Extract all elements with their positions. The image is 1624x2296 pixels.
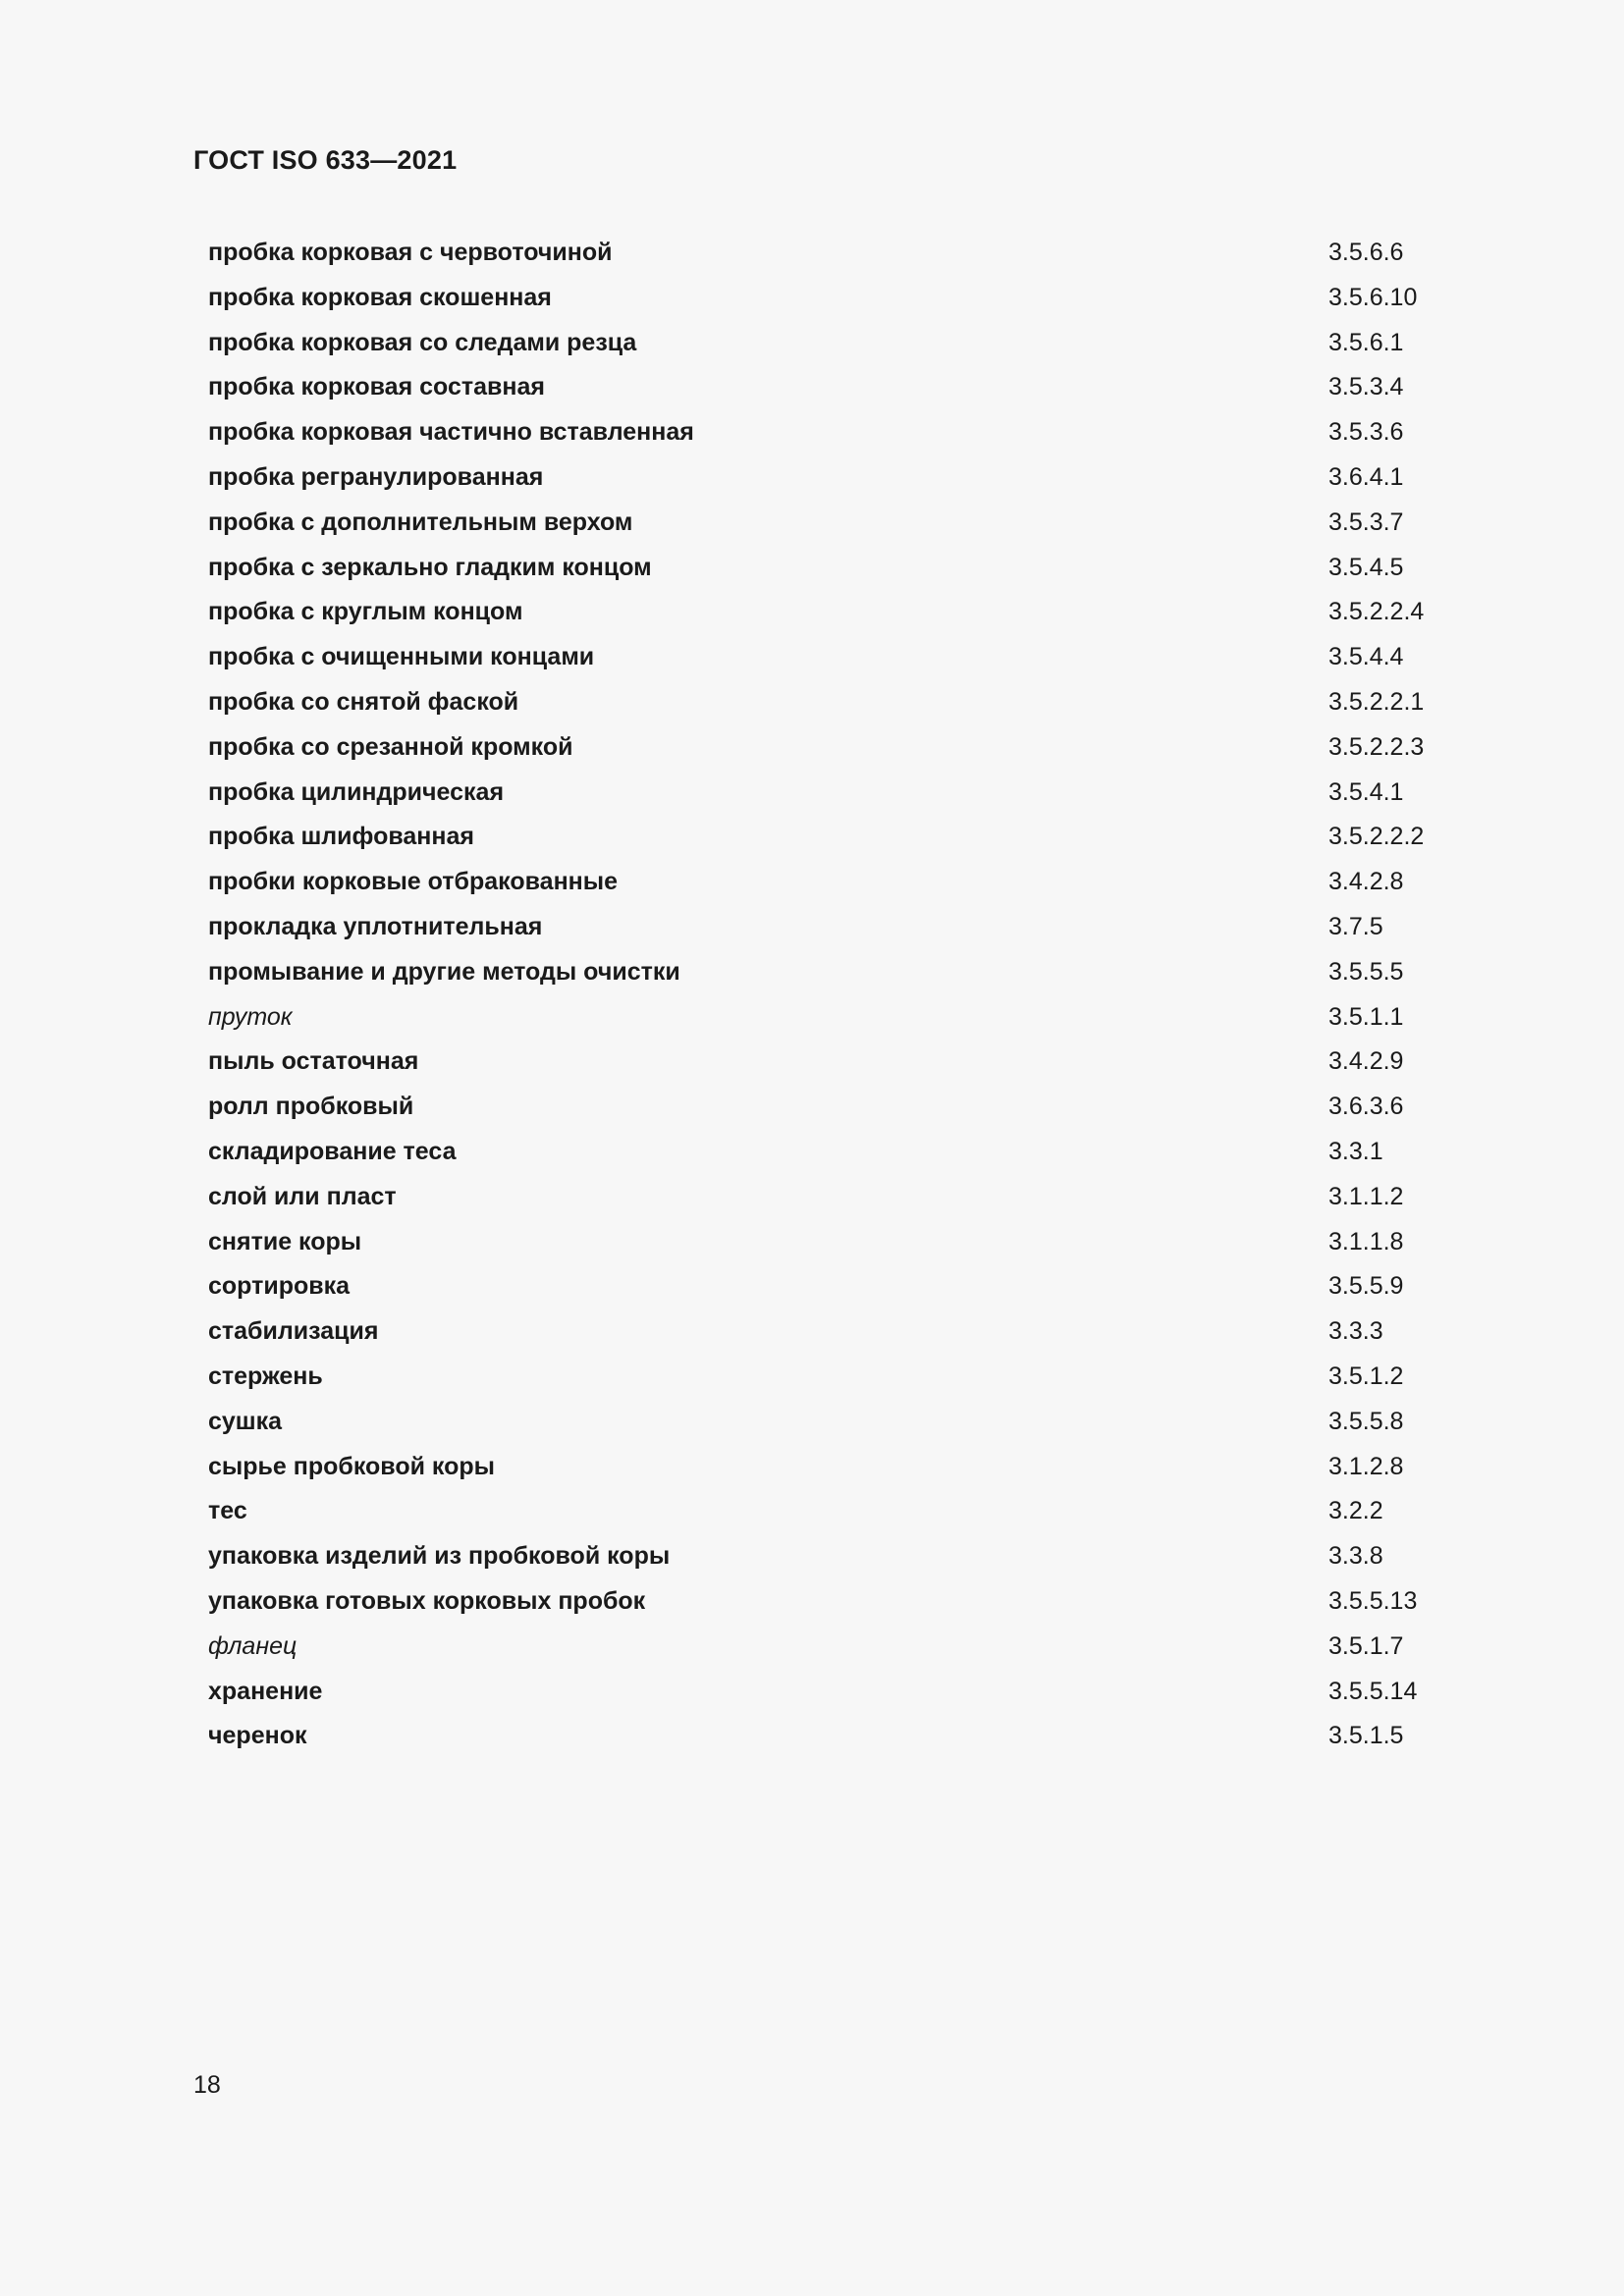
index-entry [208,590,1485,635]
index-entry [208,1625,1485,1670]
index-entry [208,1670,1485,1715]
index-ref: 3.5.5.9 [1328,1272,1404,1301]
index-entry [208,1714,1485,1759]
index-ref: 3.5.5.14 [1328,1677,1418,1705]
index-entry [208,771,1485,816]
index-term: прокладка уплотнительная [208,912,543,940]
index-term: пробка с круглым концом [208,598,523,626]
index-term: сушка [208,1407,283,1435]
index-term: пробка с дополнительным верхом [208,507,633,536]
index-entry [208,1355,1485,1400]
index-term: пыль остаточная [208,1047,419,1076]
index-entry [208,321,1485,366]
index-entry [208,455,1485,501]
index-ref: 3.5.1.5 [1328,1722,1404,1750]
index-term: пробка корковая со следами резца [208,328,637,356]
index-term: фланец [208,1631,298,1660]
index-term: сортировка [208,1272,351,1301]
index-entry [208,1489,1485,1534]
index-entry [208,860,1485,905]
index-ref: 3.3.3 [1328,1317,1383,1346]
index-entry [208,680,1485,725]
index-term: стержень [208,1362,323,1390]
index-entry [208,1085,1485,1130]
index-ref: 3.4.2.9 [1328,1047,1404,1076]
index-ref: 3.1.1.8 [1328,1227,1404,1255]
index-ref: 3.5.5.5 [1328,957,1404,986]
index-term: снятие коры [208,1227,362,1255]
index-term: сырье пробковой коры [208,1452,495,1480]
index-term: промывание и другие методы очистки [208,957,680,986]
index-term: стабилизация [208,1317,379,1346]
index-entry [208,1309,1485,1355]
index-term: упаковка готовых корковых пробок [208,1586,646,1615]
index-ref: 3.5.3.4 [1328,373,1404,401]
index-ref: 3.1.1.2 [1328,1182,1404,1210]
index-ref: 3.5.2.2.3 [1328,732,1425,761]
index-term: пробка с зеркально гладким концом [208,553,652,581]
index-term: пробка регранулированная [208,462,544,491]
index-ref: 3.6.4.1 [1328,462,1404,491]
page-number: 18 [193,2071,221,2099]
index-ref: 3.6.3.6 [1328,1093,1404,1121]
index-entry [208,995,1485,1041]
index-term: слой или пласт [208,1182,397,1210]
index-term: пробка с очищенными концами [208,643,595,671]
index-term: черенок [208,1722,307,1750]
index-entry [208,1040,1485,1085]
index-entry [208,950,1485,995]
index-term: складирование теса [208,1137,457,1165]
index-term: пробка корковая частично вставленная [208,418,694,447]
index-entry [208,1220,1485,1265]
index-ref: 3.5.3.7 [1328,507,1404,536]
index-term: пробка цилиндрическая [208,777,505,806]
index-entry [208,815,1485,860]
index-entry [208,231,1485,276]
index-entry [208,546,1485,591]
index-entry [208,501,1485,546]
index-ref: 3.7.5 [1328,912,1383,940]
index-ref: 3.5.1.7 [1328,1631,1404,1660]
index-ref: 3.5.3.6 [1328,418,1404,447]
index-entry [208,635,1485,680]
index-entry [208,1264,1485,1309]
index-entry [208,725,1485,771]
index-ref: 3.2.2 [1328,1497,1383,1525]
index-ref: 3.3.8 [1328,1542,1383,1571]
index-entry [208,1400,1485,1445]
index-term: пробка со срезанной кромкой [208,732,573,761]
index-entry [208,1534,1485,1579]
index-entry [208,905,1485,950]
index-ref: 3.5.1.2 [1328,1362,1404,1390]
index-ref: 3.5.2.2.2 [1328,823,1425,851]
document-header: ГОСТ ISO 633—2021 [193,145,458,175]
index-entry [208,410,1485,455]
index-ref: 3.3.1 [1328,1137,1383,1165]
index-term: пробки корковые отбракованные [208,868,619,896]
index-ref: 3.5.6.10 [1328,283,1418,311]
index-entry [208,365,1485,410]
index-entry [208,1130,1485,1175]
index-ref: 3.5.4.4 [1328,643,1404,671]
index-ref: 3.5.6.1 [1328,328,1404,356]
index-entry [208,276,1485,321]
index-term: тес [208,1497,247,1525]
index-term: пробка со снятой фаской [208,687,519,716]
index-term: хранение [208,1677,323,1705]
index-ref: 3.5.2.2.1 [1328,687,1425,716]
index-ref: 3.5.4.1 [1328,777,1404,806]
index-term: пробка корковая скошенная [208,283,552,311]
index-entry [208,1579,1485,1625]
index-entry [208,1175,1485,1220]
index-term: пробка шлифованная [208,823,474,851]
index-list [208,231,1485,1759]
index-ref: 3.5.1.1 [1328,1002,1404,1031]
index-ref: 3.5.2.2.4 [1328,598,1425,626]
index-ref: 3.5.6.6 [1328,239,1404,266]
index-term: упаковка изделий из пробковой коры [208,1542,671,1571]
index-entry [208,1445,1485,1490]
index-ref: 3.4.2.8 [1328,868,1404,896]
index-term: пруток [208,1002,293,1031]
index-ref: 3.1.2.8 [1328,1452,1404,1480]
index-term: ролл пробковый [208,1093,414,1121]
index-ref: 3.5.4.5 [1328,553,1404,581]
index-ref: 3.5.5.13 [1328,1586,1418,1615]
index-term: пробка корковая с червоточиной [208,239,613,266]
index-ref: 3.5.5.8 [1328,1407,1404,1435]
index-term: пробка корковая составная [208,373,545,401]
